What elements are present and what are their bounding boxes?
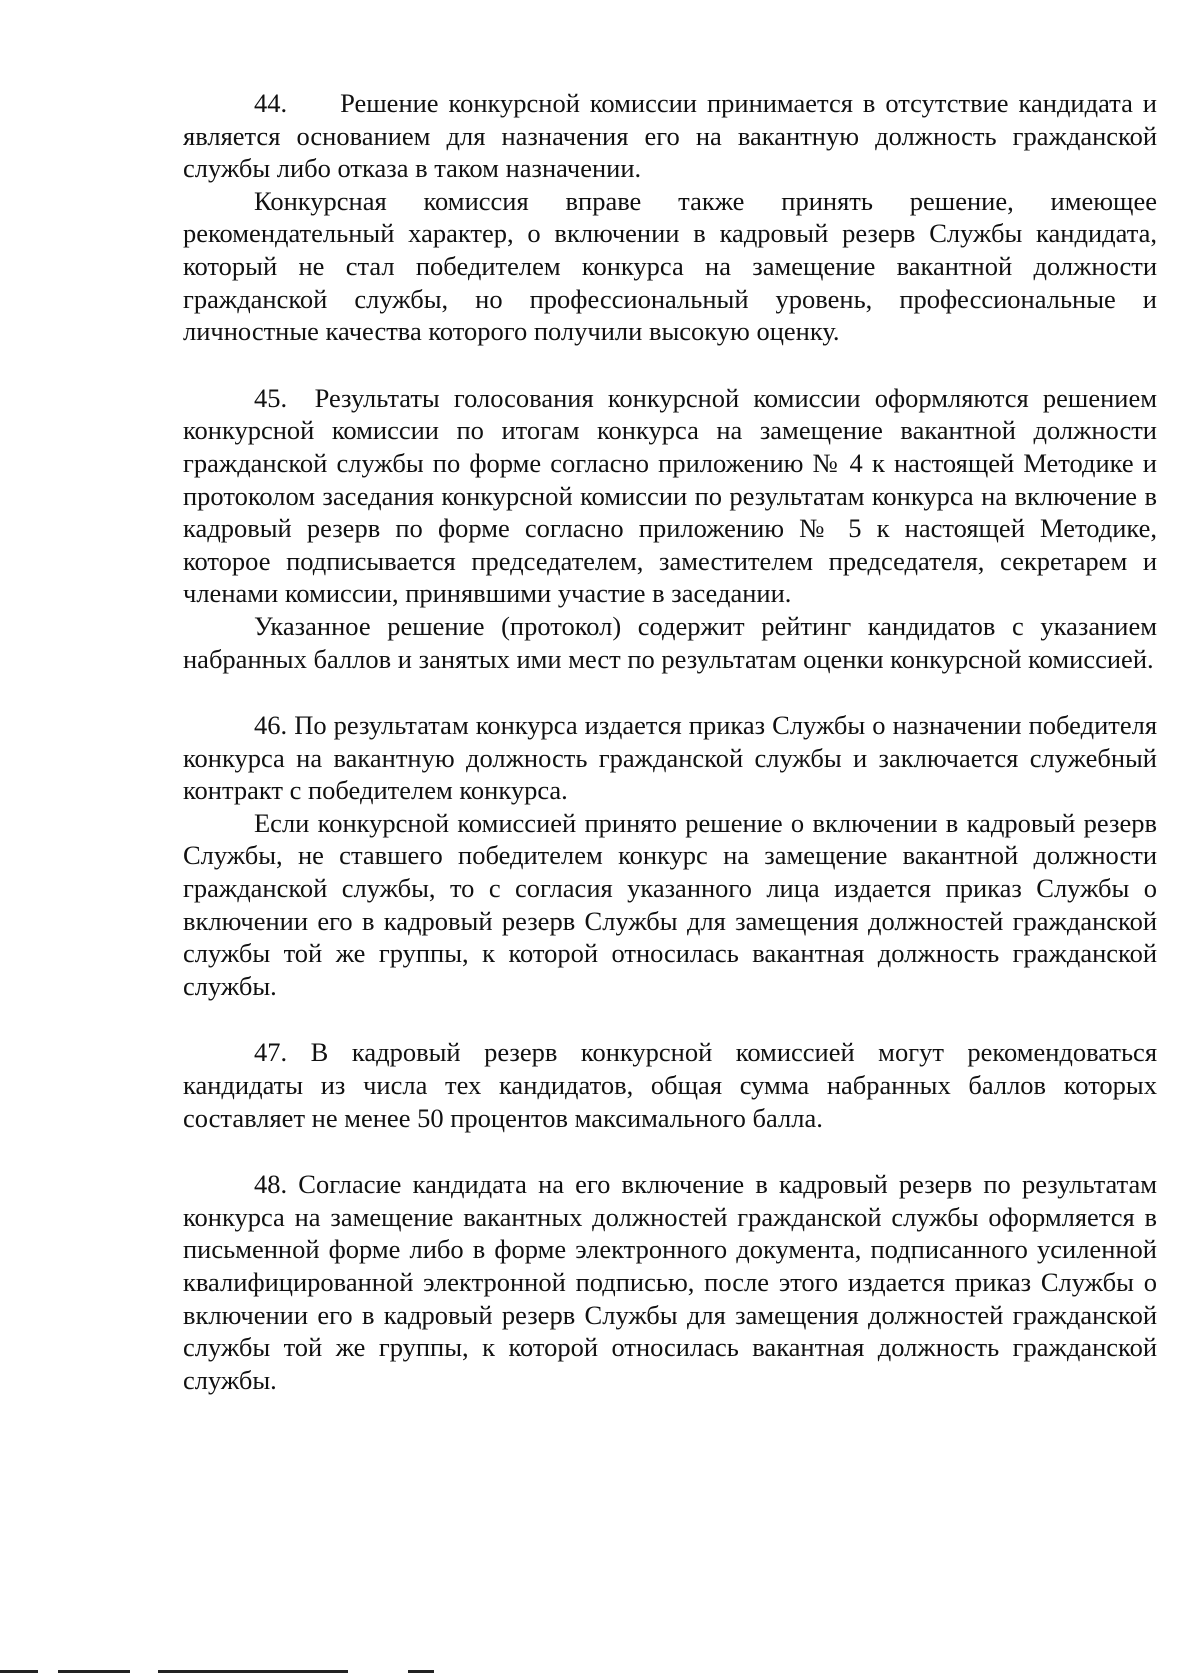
clause-47 — [183, 1036, 1157, 1134]
clause-paragraph: Если конкурсной комиссией принято решение о включении в кадровый резерв Службы, не ставшего победителем конкурс на замещение вакантной должности гражданской службы, то с согласия указанного лица издается приказ Службы о включении его в кадровый резерв Службы для замещения должностей гражданской службы той же группы, к которой относилась вакантная должность гражданской службы. — [183, 807, 1157, 1001]
clause-paragraph — [183, 709, 1157, 807]
scan-mark — [58, 1670, 130, 1673]
clause-paragraph: Конкурсная комиссия вправе также принять решение, имеющее рекомендательный характер, о включении в кадровый резерв Службы кандидата, который не стал победителем конкурса на замещение вакантной должности гражданской службы, но профессиональный уровень, профессиональные и личностные качества которого получили высокую оценку. — [183, 185, 1157, 347]
clause-46 — [183, 709, 1157, 1002]
document-body — [183, 87, 1157, 1396]
clause-number: 45. — [254, 382, 288, 413]
clause-number: 48. — [254, 1169, 288, 1200]
clause-number: 46. — [254, 710, 288, 741]
clause-text: По результатам конкурса издается приказ Службы о назначении победителя конкурса на вакантную должность гражданской службы и заключается служебный контракт с победителем конкурса. — [183, 710, 1158, 806]
clause-text: Решение конкурсной комиссии принимается в отсутствие кандидата и является основанием для назначения его на вакантную должность гражданской службы либо отказа в таком назначении. — [183, 88, 1157, 184]
scan-mark — [0, 1670, 38, 1673]
clause-paragraph — [183, 1168, 1157, 1396]
clause-44 — [183, 87, 1157, 348]
clause-text: Результаты голосования конкурсной комиссии оформляются решением конкурсной комиссии по итогам конкурса на замещение вакантной должности гражданской службы по форме согласно приложению № 4 к настоящей Методике и протоколом заседания конкурсной комиссии по результатам конкурса на включение в кадровый резерв по форме согласно приложению № 5 к настоящей Методике, которое подписывается председателем, заместителем председателя, секретарем и членами комиссии, принявшими участие в заседании. — [183, 382, 1157, 609]
clause-paragraph — [183, 1036, 1157, 1134]
scan-edge-marks — [0, 1664, 1200, 1680]
clause-48 — [183, 1168, 1157, 1396]
clause-paragraph — [183, 382, 1157, 610]
clause-paragraph — [183, 87, 1157, 185]
scan-mark — [158, 1670, 348, 1673]
scan-mark — [408, 1670, 434, 1673]
clause-text: Согласие кандидата на его включение в кадровый резерв по результатам конкурса на замещение вакантных должностей гражданской службы оформляется в письменной форме либо в форме электронного документа, подписанного усиленной квалифицированной электронной подписью, после этого издается приказ Службы о включении его в кадровый резерв Службы для замещения должностей гражданской службы той же группы, к которой относилась вакантная должность гражданской службы. — [183, 1169, 1158, 1395]
clause-paragraph: Указанное решение (протокол) содержит рейтинг кандидатов с указанием набранных баллов и занятых ими мест по результатам оценки конкурсной комиссией. — [183, 610, 1157, 674]
clause-text: В кадровый резерв конкурсной комиссией могут рекомендоваться кандидаты из числа тех кандидатов, общая сумма набранных баллов которых составляет не менее 50 процентов максимального балла. — [183, 1037, 1158, 1133]
clause-number: 47. — [254, 1037, 288, 1068]
clause-number: 44. — [254, 88, 288, 118]
clause-45 — [183, 382, 1157, 675]
